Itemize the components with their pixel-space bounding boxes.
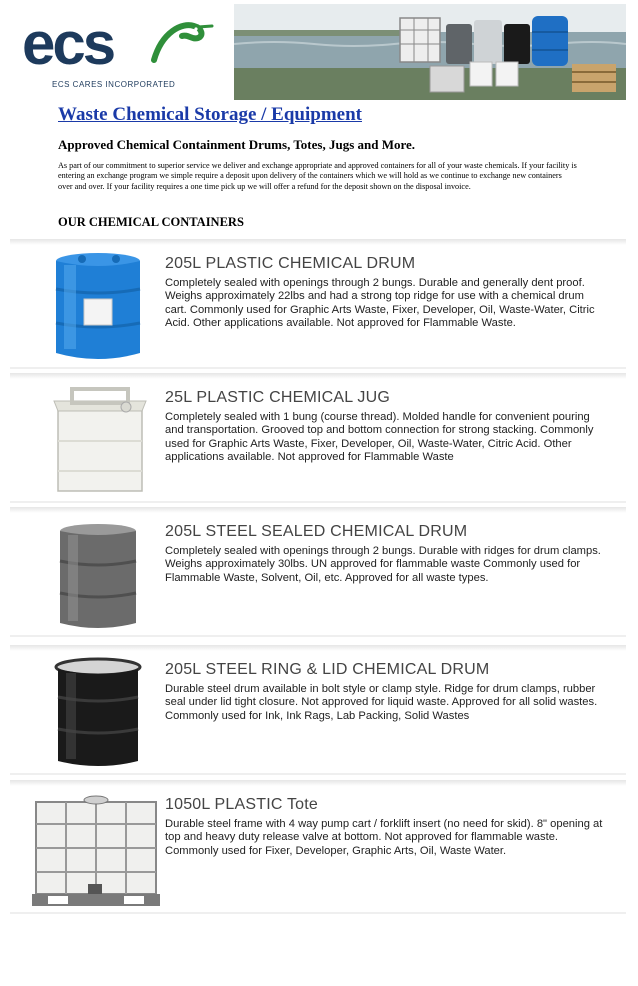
logo-wordmark: ecs (22, 12, 114, 72)
product-card-plastic-drum (10, 239, 626, 369)
card-bottom-rule (10, 501, 626, 503)
ecs-logo-mark (22, 12, 222, 72)
page-header (0, 0, 638, 100)
logo-tagline: ECS CARES INCORPORATED (52, 80, 176, 89)
product-title: 25L PLASTIC CHEMICAL JUG (165, 389, 391, 406)
card-divider (10, 373, 626, 379)
black-steel-ring-lid-drum-image (32, 653, 164, 771)
product-description: Durable steel drum available in bolt style or clamp style. Ridge for drum clamps, rubber seal under lid tight closure. Not approved for liquid waste. Approved for all solid wastes. Commonly used for Ink, Ink Rags, Lab Packing, Solid Wastes (165, 683, 598, 722)
card-divider (10, 645, 626, 651)
product-title: 205L PLASTIC CHEMICAL DRUM (165, 255, 416, 272)
ecs-logo (22, 12, 222, 87)
card-bottom-rule (10, 635, 626, 637)
hero-photo-drums-by-water (234, 4, 626, 100)
product-title: 205L STEEL RING & LID CHEMICAL DRUM (165, 661, 490, 678)
product-description: Completely sealed with openings through 2 bungs. Durable and generally dent proof. Weighs approximately 22lbs and had a strong top ridge for use with a chemical drum cart. Commonly used for Graphic Arts Waste, Fixer, Developer, Oil, Waste-Water, Citric Acid. Other applications available. Not approved for Flammable Waste. (165, 277, 595, 330)
hero-illustration (234, 4, 626, 100)
section-title: OUR CHEMICAL CONTAINERS (58, 215, 244, 229)
product-title: 1050L PLASTIC Tote (165, 796, 319, 813)
grey-steel-drum-image (32, 515, 164, 633)
product-description: Completely sealed with 1 bung (course thread). Molded handle for convenient pouring and transportation. Grooved top and bottom connection for strong stacking. Commonly used for Graphic Arts Waste, Fixer, Developer, Oil, Waste-Water, Citric Acid. Other applications available. Not approved for Flammable Waste (165, 411, 594, 464)
card-bottom-rule (10, 367, 626, 369)
card-divider (10, 239, 626, 245)
card-divider (10, 780, 626, 786)
product-card-steel-ring-lid-drum (10, 645, 626, 775)
blue-plastic-drum-image (32, 247, 164, 365)
white-plastic-jug-image (32, 381, 164, 499)
product-card-plastic-jug (10, 373, 626, 503)
product-title: 205L STEEL SEALED CHEMICAL DRUM (165, 523, 468, 540)
card-divider (10, 507, 626, 513)
card-bottom-rule (10, 773, 626, 775)
product-card-steel-sealed-drum (10, 507, 626, 637)
page-title[interactable]: Waste Chemical Storage / Equipment (58, 104, 362, 125)
page-subtitle: Approved Chemical Containment Drums, Totes, Jugs and More. (58, 137, 416, 152)
product-description: Completely sealed with openings through 2 bungs. Durable with ridges for drum clamps. Weighs approximately 30lbs. UN approved for flammable waste Commonly used for Flammable Waste, Solvent, Oil, etc. Approved for all waste types. (165, 545, 601, 584)
card-bottom-rule (10, 912, 626, 914)
product-description: Durable steel frame with 4 way pump cart / forklift insert (no need for skid). 8" opening at top and heavy duty release valve at bottom. Not approved for flammable waste. Commonly used for Fixer, Developer, Graphic Arts, Oil, Waste Water. (165, 818, 603, 857)
plastic-tote-image (26, 788, 166, 906)
product-card-plastic-tote (10, 780, 626, 914)
intro-paragraph: As part of our commitment to superior service we deliver and exchange appropriate and approved containers for all of your waste chemicals. If your facility is entering an exchange program we simple require a deposit upon delivery of the containers which we will hold as we continue to exchange new containers over and over. If your facility requires a one time pick up we will offer a refund for the deposit shown on the disposal invoice. (58, 161, 577, 191)
